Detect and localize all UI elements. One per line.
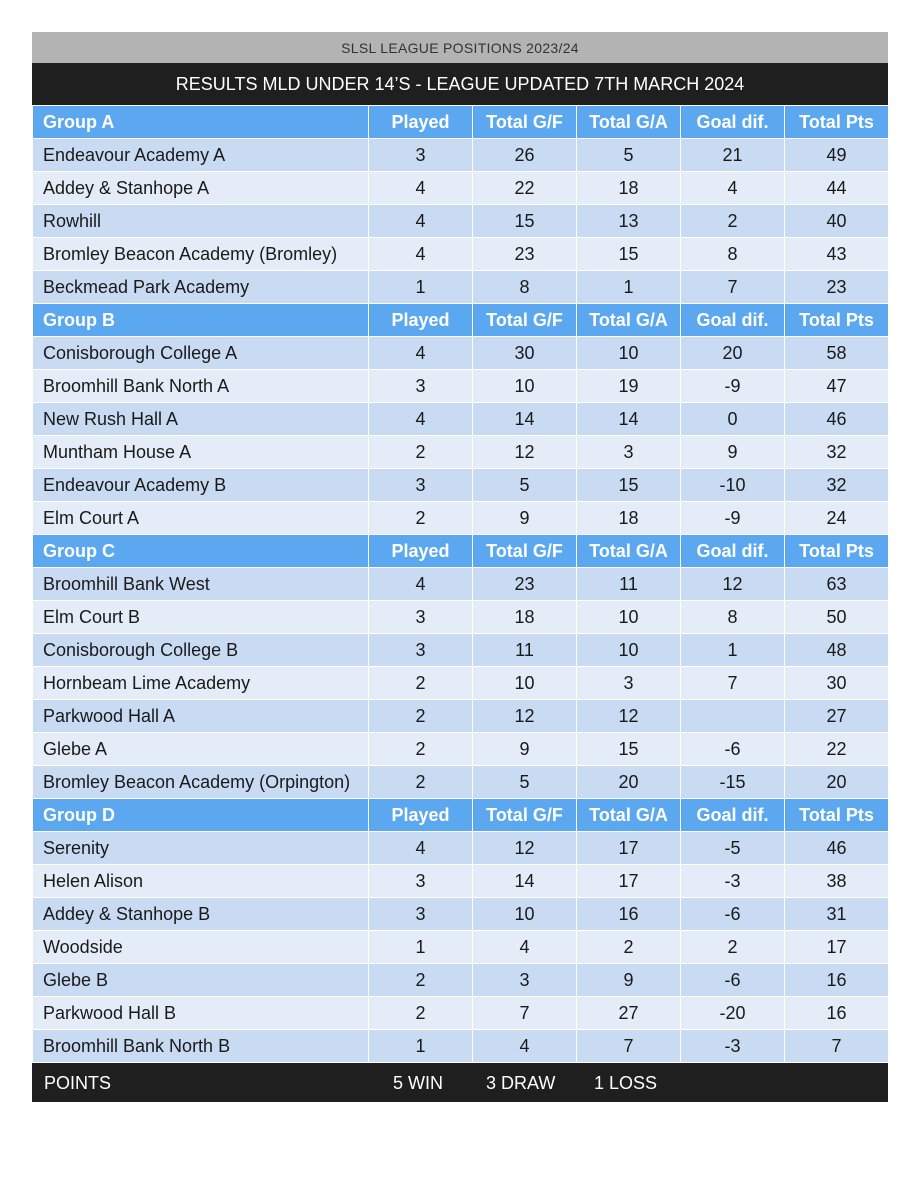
column-header: Total Pts <box>785 799 889 832</box>
table-row <box>33 832 889 865</box>
stat-cell: 9 <box>577 964 681 997</box>
stat-cell: 9 <box>681 436 785 469</box>
team-name: Glebe B <box>33 964 369 997</box>
table-row <box>33 172 889 205</box>
team-name: Broomhill Bank North A <box>33 370 369 403</box>
table-row <box>33 403 889 436</box>
stat-cell: 11 <box>577 568 681 601</box>
stat-cell: 5 <box>473 766 577 799</box>
stat-cell: 43 <box>785 238 889 271</box>
stat-cell: 2 <box>369 502 473 535</box>
stat-cell: 7 <box>473 997 577 1030</box>
stat-cell: 4 <box>473 1030 577 1063</box>
stat-cell: 12 <box>473 832 577 865</box>
group-name: Group B <box>33 304 369 337</box>
stat-cell: 32 <box>785 469 889 502</box>
stat-cell: 47 <box>785 370 889 403</box>
column-header: Total G/F <box>473 535 577 568</box>
team-name: Helen Alison <box>33 865 369 898</box>
stat-cell: 2 <box>369 700 473 733</box>
stat-cell: 44 <box>785 172 889 205</box>
column-header: Played <box>369 535 473 568</box>
stat-cell: 20 <box>577 766 681 799</box>
stat-cell: 3 <box>369 634 473 667</box>
team-name: Conisborough College A <box>33 337 369 370</box>
group-name: Group D <box>33 799 369 832</box>
stat-cell: -10 <box>681 469 785 502</box>
team-name: New Rush Hall A <box>33 403 369 436</box>
stat-cell <box>681 700 785 733</box>
stat-cell: 1 <box>369 1030 473 1063</box>
stat-cell: 49 <box>785 139 889 172</box>
stat-cell: 5 <box>473 469 577 502</box>
stat-cell: 3 <box>369 370 473 403</box>
stat-cell: 3 <box>577 667 681 700</box>
team-name: Rowhill <box>33 205 369 238</box>
group-header-row <box>33 535 889 568</box>
stat-cell: 1 <box>681 634 785 667</box>
stat-cell: 18 <box>473 601 577 634</box>
column-header: Total G/A <box>577 799 681 832</box>
stat-cell: -6 <box>681 898 785 931</box>
stat-cell: 1 <box>369 271 473 304</box>
stat-cell: 2 <box>577 931 681 964</box>
stat-cell: 20 <box>681 337 785 370</box>
stat-cell: 7 <box>785 1030 889 1063</box>
stat-cell: 15 <box>577 469 681 502</box>
stat-cell: 19 <box>577 370 681 403</box>
column-header: Goal dif. <box>681 799 785 832</box>
stat-cell: 7 <box>681 271 785 304</box>
stat-cell: 8 <box>473 271 577 304</box>
points-footer <box>32 1063 888 1102</box>
stat-cell: 12 <box>577 700 681 733</box>
team-name: Broomhill Bank North B <box>33 1030 369 1063</box>
stat-cell: -9 <box>681 370 785 403</box>
stat-cell: 27 <box>577 997 681 1030</box>
table-row <box>33 964 889 997</box>
stat-cell: 8 <box>681 238 785 271</box>
group-name: Group A <box>33 106 369 139</box>
group-header-row <box>33 799 889 832</box>
stat-cell: 17 <box>577 865 681 898</box>
table-row <box>33 205 889 238</box>
table-row <box>33 766 889 799</box>
stat-cell: 2 <box>369 733 473 766</box>
team-name: Elm Court A <box>33 502 369 535</box>
column-header: Total G/A <box>577 106 681 139</box>
table-row <box>33 370 889 403</box>
table-row <box>33 733 889 766</box>
group-header-row <box>33 106 889 139</box>
stat-cell: 15 <box>577 238 681 271</box>
stat-cell: 8 <box>681 601 785 634</box>
stat-cell: -6 <box>681 964 785 997</box>
group-header-row <box>33 304 889 337</box>
stat-cell: 4 <box>369 568 473 601</box>
stat-cell: 12 <box>681 568 785 601</box>
stat-cell: 30 <box>785 667 889 700</box>
results-title: RESULTS MLD UNDER 14’S - LEAGUE UPDATED 7TH MARCH 2024 <box>32 63 888 105</box>
column-header: Played <box>369 799 473 832</box>
stat-cell: 20 <box>785 766 889 799</box>
team-name: Addey & Stanhope B <box>33 898 369 931</box>
points-loss: 1 LOSS <box>594 1073 658 1093</box>
stat-cell: 14 <box>577 403 681 436</box>
team-name: Glebe A <box>33 733 369 766</box>
column-header: Total Pts <box>785 304 889 337</box>
stat-cell: 4 <box>473 931 577 964</box>
table-row <box>33 271 889 304</box>
stat-cell: -3 <box>681 1030 785 1063</box>
league-sheet <box>32 32 888 1102</box>
team-name: Beckmead Park Academy <box>33 271 369 304</box>
team-name: Endeavour Academy A <box>33 139 369 172</box>
column-header: Played <box>369 304 473 337</box>
team-name: Woodside <box>33 931 369 964</box>
stat-cell: 21 <box>681 139 785 172</box>
group-name: Group C <box>33 535 369 568</box>
table-row <box>33 502 889 535</box>
stat-cell: 31 <box>785 898 889 931</box>
stat-cell: 2 <box>369 964 473 997</box>
points-label: POINTS <box>44 1073 112 1093</box>
stat-cell: 16 <box>785 964 889 997</box>
column-header: Total G/F <box>473 799 577 832</box>
stat-cell: 2 <box>681 205 785 238</box>
stat-cell: 4 <box>369 172 473 205</box>
stat-cell: 27 <box>785 700 889 733</box>
table-row <box>33 931 889 964</box>
stat-cell: 4 <box>681 172 785 205</box>
stat-cell: 4 <box>369 205 473 238</box>
stat-cell: 22 <box>473 172 577 205</box>
stat-cell: 3 <box>369 139 473 172</box>
stat-cell: 58 <box>785 337 889 370</box>
stat-cell: 4 <box>369 337 473 370</box>
stat-cell: 16 <box>577 898 681 931</box>
stat-cell: 46 <box>785 403 889 436</box>
team-name: Serenity <box>33 832 369 865</box>
stat-cell: -3 <box>681 865 785 898</box>
table-row <box>33 898 889 931</box>
table-row <box>33 700 889 733</box>
table-row <box>33 139 889 172</box>
season-banner: SLSL LEAGUE POSITIONS 2023/24 <box>32 32 888 63</box>
stat-cell: 9 <box>473 733 577 766</box>
stat-cell: 4 <box>369 832 473 865</box>
column-header: Total G/A <box>577 304 681 337</box>
stat-cell: 11 <box>473 634 577 667</box>
team-name: Endeavour Academy B <box>33 469 369 502</box>
stat-cell: 10 <box>473 370 577 403</box>
stat-cell: 3 <box>473 964 577 997</box>
stat-cell: 10 <box>473 667 577 700</box>
stat-cell: 38 <box>785 865 889 898</box>
stat-cell: 14 <box>473 403 577 436</box>
column-header: Total Pts <box>785 106 889 139</box>
points-draw: 3 DRAW <box>486 1073 556 1093</box>
league-table <box>32 105 889 1063</box>
team-name: Addey & Stanhope A <box>33 172 369 205</box>
column-header: Total G/F <box>473 304 577 337</box>
stat-cell: -15 <box>681 766 785 799</box>
table-row <box>33 568 889 601</box>
table-row <box>33 997 889 1030</box>
stat-cell: 17 <box>785 931 889 964</box>
stat-cell: 3 <box>369 469 473 502</box>
stat-cell: 16 <box>785 997 889 1030</box>
stat-cell: 12 <box>473 700 577 733</box>
team-name: Bromley Beacon Academy (Orpington) <box>33 766 369 799</box>
table-row <box>33 865 889 898</box>
team-name: Parkwood Hall A <box>33 700 369 733</box>
stat-cell: 24 <box>785 502 889 535</box>
stat-cell: 30 <box>473 337 577 370</box>
points-win: 5 WIN <box>393 1073 444 1093</box>
stat-cell: -6 <box>681 733 785 766</box>
stat-cell: 18 <box>577 502 681 535</box>
table-row <box>33 634 889 667</box>
stat-cell: 0 <box>681 403 785 436</box>
stat-cell: -9 <box>681 502 785 535</box>
stat-cell: 1 <box>577 271 681 304</box>
table-row <box>33 469 889 502</box>
stat-cell: 10 <box>577 337 681 370</box>
stat-cell: 3 <box>369 601 473 634</box>
stat-cell: 1 <box>369 931 473 964</box>
column-header: Played <box>369 106 473 139</box>
stat-cell: 23 <box>473 238 577 271</box>
stat-cell: 22 <box>785 733 889 766</box>
stat-cell: 3 <box>577 436 681 469</box>
stat-cell: 17 <box>577 832 681 865</box>
stat-cell: 18 <box>577 172 681 205</box>
team-name: Hornbeam Lime Academy <box>33 667 369 700</box>
stat-cell: 12 <box>473 436 577 469</box>
stat-cell: 14 <box>473 865 577 898</box>
table-row <box>33 436 889 469</box>
stat-cell: 9 <box>473 502 577 535</box>
stat-cell: 10 <box>577 601 681 634</box>
stat-cell: 26 <box>473 139 577 172</box>
column-header: Goal dif. <box>681 535 785 568</box>
stat-cell: 13 <box>577 205 681 238</box>
stat-cell: 15 <box>577 733 681 766</box>
stat-cell: -5 <box>681 832 785 865</box>
stat-cell: 7 <box>681 667 785 700</box>
stat-cell: 50 <box>785 601 889 634</box>
stat-cell: 4 <box>369 238 473 271</box>
column-header: Total G/F <box>473 106 577 139</box>
stat-cell: 63 <box>785 568 889 601</box>
table-row <box>33 667 889 700</box>
table-row <box>33 601 889 634</box>
stat-cell: 2 <box>369 667 473 700</box>
stat-cell: -20 <box>681 997 785 1030</box>
stat-cell: 15 <box>473 205 577 238</box>
table-row <box>33 238 889 271</box>
stat-cell: 5 <box>577 139 681 172</box>
column-header: Total Pts <box>785 535 889 568</box>
stat-cell: 10 <box>473 898 577 931</box>
team-name: Bromley Beacon Academy (Bromley) <box>33 238 369 271</box>
stat-cell: 40 <box>785 205 889 238</box>
stat-cell: 4 <box>369 403 473 436</box>
stat-cell: 3 <box>369 898 473 931</box>
stat-cell: 2 <box>369 997 473 1030</box>
team-name: Broomhill Bank West <box>33 568 369 601</box>
stat-cell: 23 <box>473 568 577 601</box>
stat-cell: 2 <box>369 766 473 799</box>
stat-cell: 48 <box>785 634 889 667</box>
team-name: Conisborough College B <box>33 634 369 667</box>
stat-cell: 7 <box>577 1030 681 1063</box>
team-name: Muntham House A <box>33 436 369 469</box>
column-header: Goal dif. <box>681 106 785 139</box>
stat-cell: 2 <box>681 931 785 964</box>
team-name: Parkwood Hall B <box>33 997 369 1030</box>
team-name: Elm Court B <box>33 601 369 634</box>
stat-cell: 3 <box>369 865 473 898</box>
stat-cell: 23 <box>785 271 889 304</box>
stat-cell: 2 <box>369 436 473 469</box>
stat-cell: 32 <box>785 436 889 469</box>
stat-cell: 10 <box>577 634 681 667</box>
column-header: Total G/A <box>577 535 681 568</box>
table-row <box>33 337 889 370</box>
column-header: Goal dif. <box>681 304 785 337</box>
stat-cell: 46 <box>785 832 889 865</box>
table-row <box>33 1030 889 1063</box>
